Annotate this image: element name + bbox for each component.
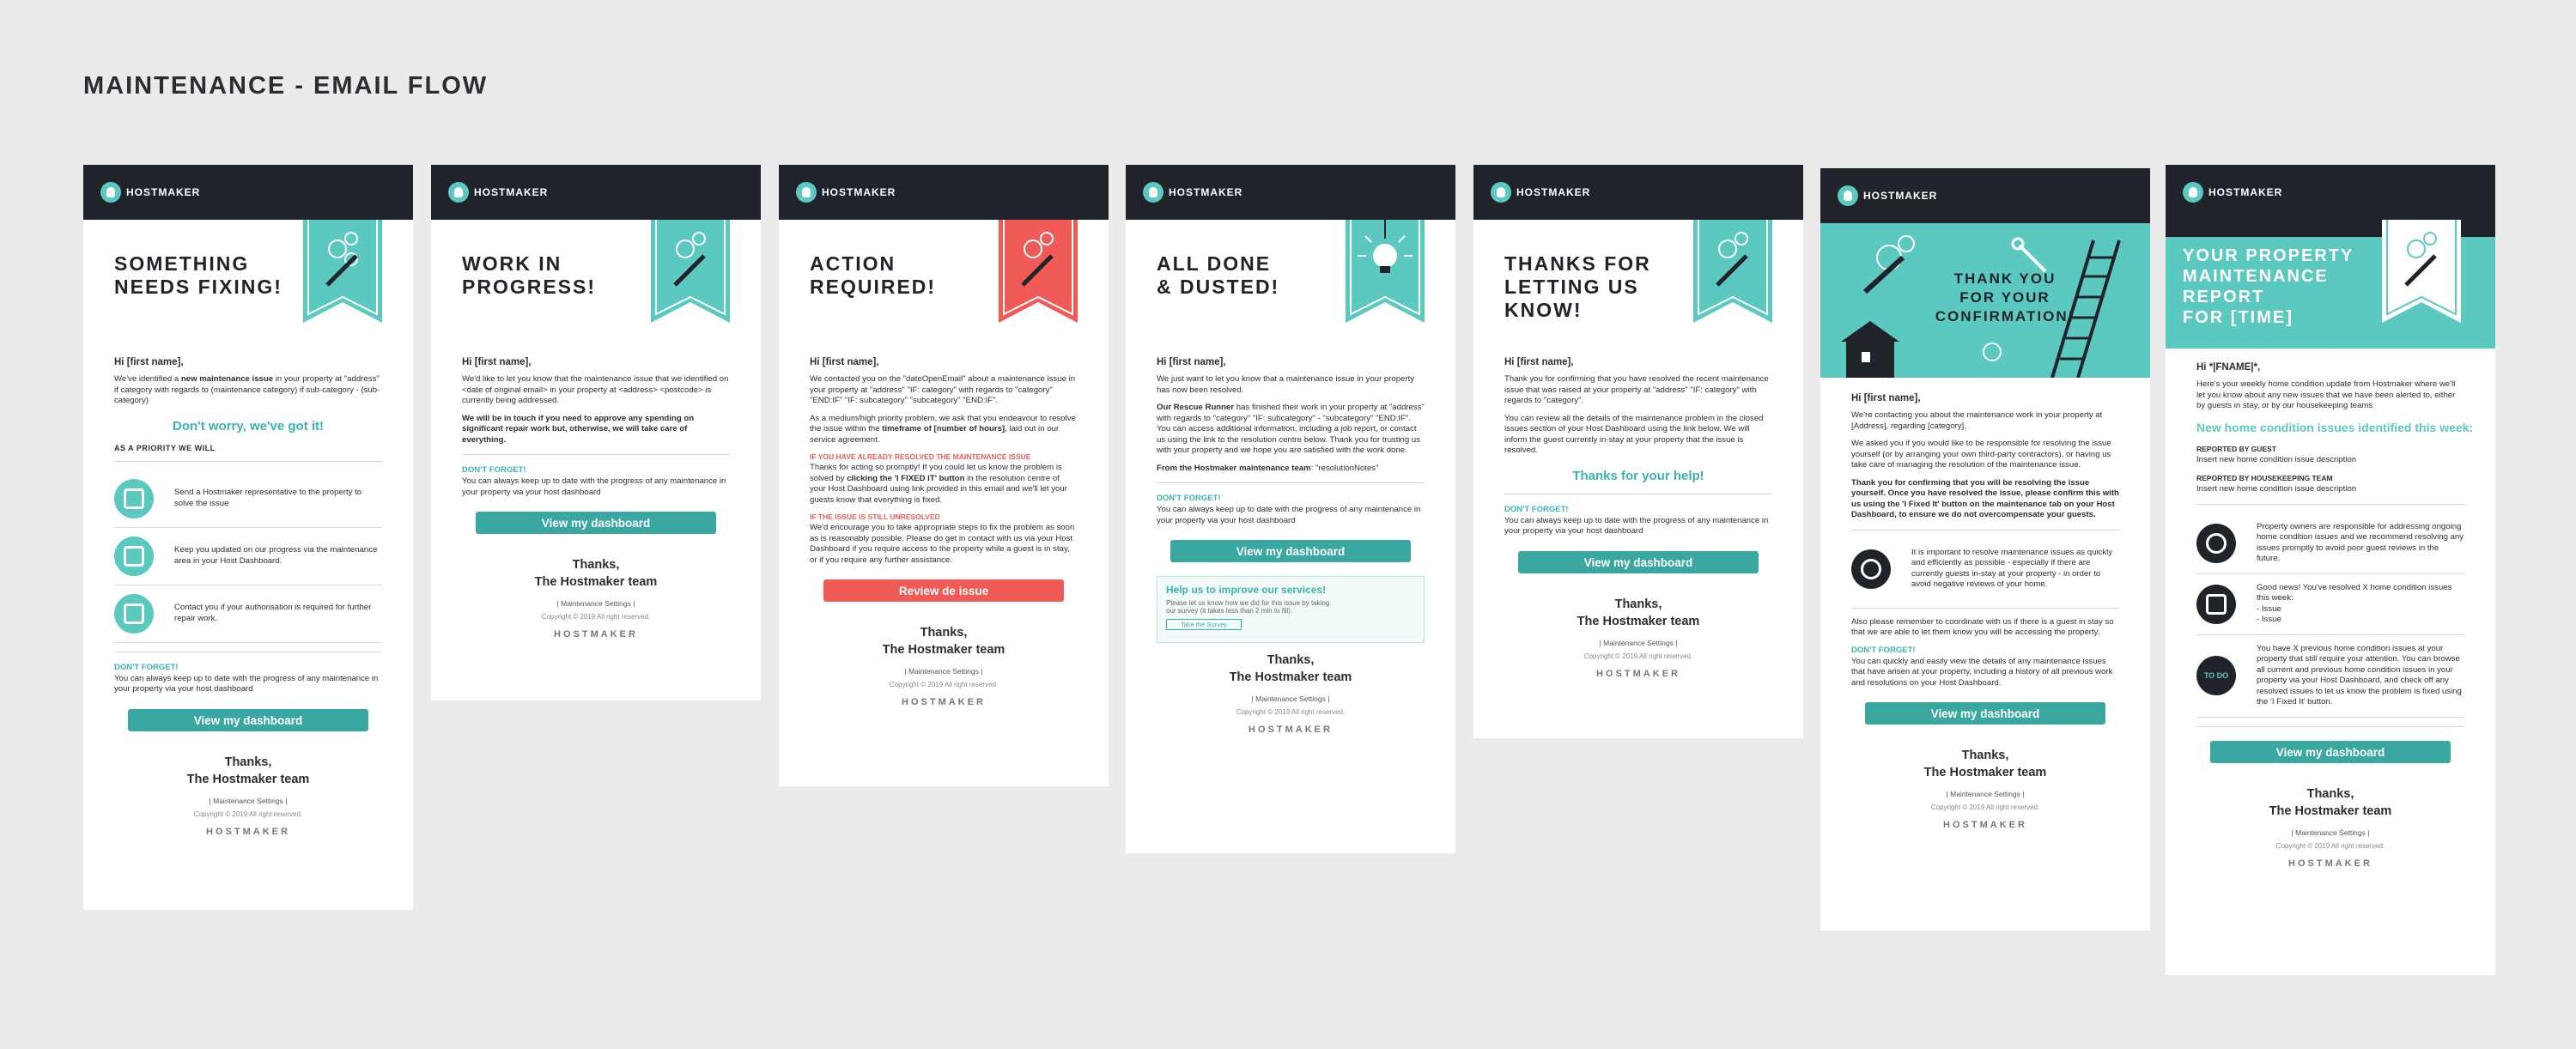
lightbulb-ribbon-icon <box>1346 220 1425 323</box>
resolved-heading: IF YOU HAVE ALREADY RESOLVED THE MAINTENANCE ISSUE <box>810 452 1031 461</box>
runner-text: Our Rescue Runner has finished their work in your property at "address" with regards to "category" "IF: subcategory" - "subcategory" "END:IF". You can access additional information, including a job report, or contact us using the link to the resolution centre below. Thank you for trusting us with your property and we hope you are satisfied with the work done. <box>1157 403 1425 455</box>
email-header: HOSTMAKER <box>1126 165 1455 220</box>
hero <box>1473 220 1803 349</box>
divider <box>1851 530 2119 531</box>
divider <box>2196 726 2464 727</box>
survey-banner <box>1157 576 1425 643</box>
email-card-all-done <box>1126 165 1455 853</box>
view-dashboard-button[interactable]: View my dashboard <box>1170 540 1411 562</box>
hostmaker-logo-icon <box>796 182 817 203</box>
maintenance-settings-link[interactable]: | Maintenance Settings | <box>556 599 635 608</box>
hero-title: ACTION REQUIRED! <box>810 252 937 298</box>
email-footer: Thanks, The Hostmaker team | Maintenance Settings | Copyright © 2019 All right reserved. HOSTMAKER <box>810 615 1078 725</box>
survey-text: Please let us know how we did for this issue by taking our survey (it takes less than 2 min to fill). <box>1166 599 1330 615</box>
hero-title: THANKS FOR LETTING US KNOW! <box>1504 252 1651 321</box>
dont-forget-heading: DON'T FORGET! <box>114 662 179 672</box>
email-header: HOSTMAKER <box>431 165 761 220</box>
hero-title: YOUR PROPERTY MAINTENANCE REPORT FOR [TIME] <box>2183 246 2354 327</box>
greeting: Hi *|FNAME|*, <box>2196 362 2261 373</box>
list-item: Contact you if your authorisation is required for further repair work. <box>114 585 382 643</box>
gears-ribbon-icon <box>1693 220 1772 323</box>
dont-forget-text: You can always keep up to date with the progress of any maintenance in your property via your host dashboard <box>1504 515 1769 536</box>
timeframe-text: As a medium/high priority problem, we ask that you endeavour to resolve the issue within the timeframe of [number of hours], laid out in our service agreement. <box>810 413 1076 445</box>
gears-ribbon-icon <box>651 220 730 323</box>
intro-text: We contacted you on the "dateOpenEmail" about a maintenance issue in your property at "address" "IF: category" with regards to "category" "END:IF" "IF: subcategory" "subcategory" "END:IF". <box>810 374 1076 405</box>
hostmaker-logo-icon <box>1143 182 1163 203</box>
intro-text: We'd like to let you know that the maintenance issue that we identified on <date of original email> in your property at <address> <postcode> is currently being addressed. <box>462 374 729 405</box>
dont-forget-text: You can always keep up to date with the progress of any maintenance in your property via your host dashboard <box>114 673 379 694</box>
dont-forget-heading: DON'T FORGET! <box>1851 645 1916 655</box>
guest-report-heading: REPORTED BY GUEST <box>2196 444 2276 453</box>
hero-title: SOMETHING NEEDS FIXING! <box>114 252 283 298</box>
representative-icon <box>114 479 154 518</box>
hero <box>83 220 413 349</box>
confirmation-text: Thank you for confirming that you will be resolving the issue yourself. Once you have resolved the issue, please confirm this with us using the 'I Fixed It' button on the maintenance tab on your Host Dashboard, to ensure we do not overcompensate your guests. <box>1851 477 2119 519</box>
email-footer: Thanks, The Hostmaker team | Maintenance Settings | Copyright © 2019 All right reserved. HOSTMAKER <box>1157 643 1425 752</box>
list-item: TO DO You have X previous home condition issues at your property that still require your attention. You can browse all current and previous home condition issues in your property via your Host Dashboard, and check off any resolved issues to let us know the problem is fixed using the 'I Fixed It' button. <box>2196 635 2464 718</box>
divider <box>114 461 382 462</box>
maintenance-settings-link[interactable]: | Maintenance Settings | <box>1599 638 1678 647</box>
review-text: You can review all the details of the maintenance problem in the closed issues section of your Host Dashboard using the link below. We will inform the guest currently in-stay at your property that the issue is resolved. <box>1504 413 1764 455</box>
email-card-action-required <box>779 165 1109 786</box>
greeting: Hi [first name], <box>114 357 184 367</box>
view-dashboard-button[interactable]: View my dashboard <box>2210 741 2451 763</box>
email-card-something-needs-fixing <box>83 165 413 910</box>
hostmaker-logo-icon <box>1491 182 1511 203</box>
email-header: HOSTMAKER <box>779 165 1109 220</box>
details-text: You can quickly and easily view the details of any maintenance issues that have arisen at your property, including a history of all previous work and resolutions on your Host Dashboard. <box>1851 656 2113 688</box>
view-dashboard-button[interactable]: View my dashboard <box>128 709 368 731</box>
options-text: We asked you if you would like to be responsible for resolving the issue yourself (or by arranging your own third-party contractors), or having us take care of managing the resolution of the maintenance issue. <box>1851 439 2111 470</box>
intro-text: We're contacting you about the maintenance work in your property at [Address], regarding [category]. <box>1851 410 2103 431</box>
review-issue-button[interactable]: Review de issue <box>823 579 1064 602</box>
greeting: Hi [first name], <box>1157 357 1226 367</box>
hero <box>431 220 761 349</box>
email-header: HOSTMAKER <box>2166 165 2495 220</box>
reassurance-text: Don't worry, we've got it! <box>172 418 325 434</box>
housekeeping-report-text: Insert new home condition issue description <box>2196 484 2357 494</box>
maintenance-settings-link[interactable]: | Maintenance Settings | <box>1251 694 1330 703</box>
hero <box>2166 220 2495 349</box>
divider <box>462 454 730 455</box>
notes-text: From the Hostmaker maintenance team: "resolutionNotes" <box>1157 463 1379 473</box>
email-footer: Thanks, The Hostmaker team | Maintenance Settings | Copyright © 2019 All right reserved. HOSTMAKER <box>1504 587 1772 696</box>
view-dashboard-button[interactable]: View my dashboard <box>1865 702 2105 725</box>
maintenance-settings-link[interactable]: | Maintenance Settings | <box>2291 828 2370 837</box>
hero <box>1126 220 1455 349</box>
list-item: Keep you updated on our progress via the maintenance area in your Host Dashboard. <box>114 528 382 585</box>
email-card-maintenance-report <box>2166 165 2495 975</box>
list-item: Property owners are responsible for addressing ongoing home condition issues and we recommend resolving any issues promptly to avoid poor guest reviews in the future. <box>2196 513 2464 574</box>
gears-ribbon-icon <box>999 220 1078 323</box>
resolved-text: Thanks for acting so promptly! If you could let us know the problem is solved by clicking the 'I FIXED IT' button in the resolution centre of your Host Dashboard using link provided in this email and we'll let your guests know that everything is fixed. <box>810 463 1067 505</box>
housekeeping-report-heading: REPORTED BY HOUSEKEEPING TEAM <box>2196 474 2333 482</box>
list-item: It is important to resolve maintenance issues as quickly and efficiently as possible - especially if there are currently guests in-stay at your property - in order to avoid negative reviews of your home. <box>1851 539 2119 599</box>
hostmaker-logo-icon <box>1838 185 1858 206</box>
speed-icon <box>1851 549 1891 589</box>
greeting: Hi [first name], <box>810 357 879 367</box>
approval-text: We will be in touch if you need to approve any spending on significant repair work but, otherwise, we will take care of everything. <box>462 413 695 445</box>
dashboard-icon <box>114 537 154 576</box>
dont-forget-heading: DON'T FORGET! <box>462 465 526 475</box>
survey-title: Help us to improve our services! <box>1166 584 1327 596</box>
coordinate-text: Also please remember to coordinate with us if there is a guest in stay so that we are able to let them know you will be accessing the property. <box>1851 616 2114 637</box>
priority-heading: AS A PRIORITY WE WILL <box>114 443 216 452</box>
email-header: HOSTMAKER <box>1473 165 1803 220</box>
email-footer: Thanks, The Hostmaker team | Maintenance Settings | Copyright © 2019 All right reserved. HOSTMAKER <box>2196 777 2464 886</box>
page-title: MAINTENANCE - EMAIL FLOW <box>83 72 489 100</box>
maintenance-settings-link[interactable]: | Maintenance Settings | <box>904 667 983 676</box>
email-footer: Thanks, The Hostmaker team | Maintenance Settings | Copyright © 2019 All right reserved. HOSTMAKER <box>462 548 730 657</box>
hero <box>779 220 1109 349</box>
email-card-thank-you-confirmation <box>1820 168 2150 931</box>
greeting: Hi [first name], <box>1504 357 1574 367</box>
greeting: Hi [first name], <box>1851 393 1921 403</box>
intro-text: We've identified a new maintenance issue in your property at "address" if category with regards to (maintenance category) if sub-category - (sub-category) <box>114 374 380 405</box>
email-footer: Thanks, The Hostmaker team | Maintenance Settings | Copyright © 2019 All right reserved. HOSTMAKER <box>1851 738 2119 847</box>
resolved-badge-icon <box>2196 585 2236 624</box>
unresolved-text: We'd encourage you to take appropriate steps to fix the problem as soon as is reasonably possible. Please do get in contact with us via your Host Dashboard if you require access to the property while a guest is in stay, or if you require any further assistance. <box>810 523 1075 565</box>
gauge-icon <box>2196 524 2236 563</box>
hero-title: WORK IN PROGRESS! <box>462 252 597 298</box>
email-card-thanks-for-letting-us-know <box>1473 165 1803 738</box>
email-footer: Thanks, The Hostmaker team | Maintenance Settings | Copyright © 2019 All right reserved. HOSTMAKER <box>114 745 382 854</box>
hostmaker-logo-icon <box>448 182 469 203</box>
intro-text: We just want to let you know that a maintenance issue in your property has now been resolved. <box>1157 374 1415 395</box>
laptop-icon <box>114 594 154 634</box>
new-issues-heading: New home condition issues identified this week: <box>2196 420 2474 434</box>
email-header <box>83 165 413 220</box>
intro-text: Here's your weekly home condition update from Hostmaker where we'll let you know about any new issues that we have been alerted to, either by guests in stay, or by our housekeeping teams <box>2196 379 2456 410</box>
dont-forget-text: You can always keep up to date with the progress of any maintenance in your property via your host dashboard <box>462 476 726 497</box>
maintenance-settings-link[interactable]: | Maintenance Settings | <box>1946 790 2025 798</box>
divider <box>1157 482 1425 483</box>
dont-forget-heading: DON'T FORGET! <box>1504 504 1569 514</box>
list-item: Good news! You've resolved X home condition issues this week: - Issue - Issue <box>2196 574 2464 635</box>
view-dashboard-button[interactable]: View my dashboard <box>1518 551 1759 573</box>
take-survey-button[interactable]: Take the Survey <box>1166 619 1242 630</box>
maintenance-settings-link[interactable]: | Maintenance Settings | <box>209 796 288 805</box>
thanks-help-text: Thanks for your help! <box>1572 468 1704 483</box>
gears-ribbon-icon <box>2382 220 2461 323</box>
greeting: Hi [first name], <box>462 357 532 367</box>
email-card-work-in-progress <box>431 165 761 700</box>
hero-title: ALL DONE & DUSTED! <box>1157 252 1280 298</box>
dont-forget-heading: DON'T FORGET! <box>1157 494 1221 503</box>
dont-forget-text: You can always keep up to date with the progress of any maintenance in your property via your host dashboard <box>1157 505 1421 525</box>
hero-title: THANK YOU FOR YOUR CONFIRMATION! <box>1935 270 2075 324</box>
logo-text: HOSTMAKER <box>126 186 201 198</box>
todo-icon: TO DO <box>2196 656 2236 695</box>
unresolved-heading: IF THE ISSUE IS STILL UNRESOLVED <box>810 512 940 521</box>
hostmaker-logo-icon <box>100 182 121 203</box>
email-header: HOSTMAKER <box>1820 168 2150 223</box>
view-dashboard-button[interactable]: View my dashboard <box>476 512 716 534</box>
divider <box>1851 608 2119 609</box>
divider <box>2196 504 2464 505</box>
gears-ribbon-icon <box>303 220 382 323</box>
intro-text: Thank you for confirming that you have resolved the recent maintenance issue that was raised at your property at "address" "IF: category" with regards to "category". <box>1504 374 1769 405</box>
guest-report-text: Insert new home condition issue description <box>2196 454 2357 464</box>
hero <box>1820 223 2150 378</box>
list-item: Send a Hostmaker representative to the property to solve the issue <box>114 470 382 528</box>
hostmaker-logo-icon <box>2183 182 2203 203</box>
